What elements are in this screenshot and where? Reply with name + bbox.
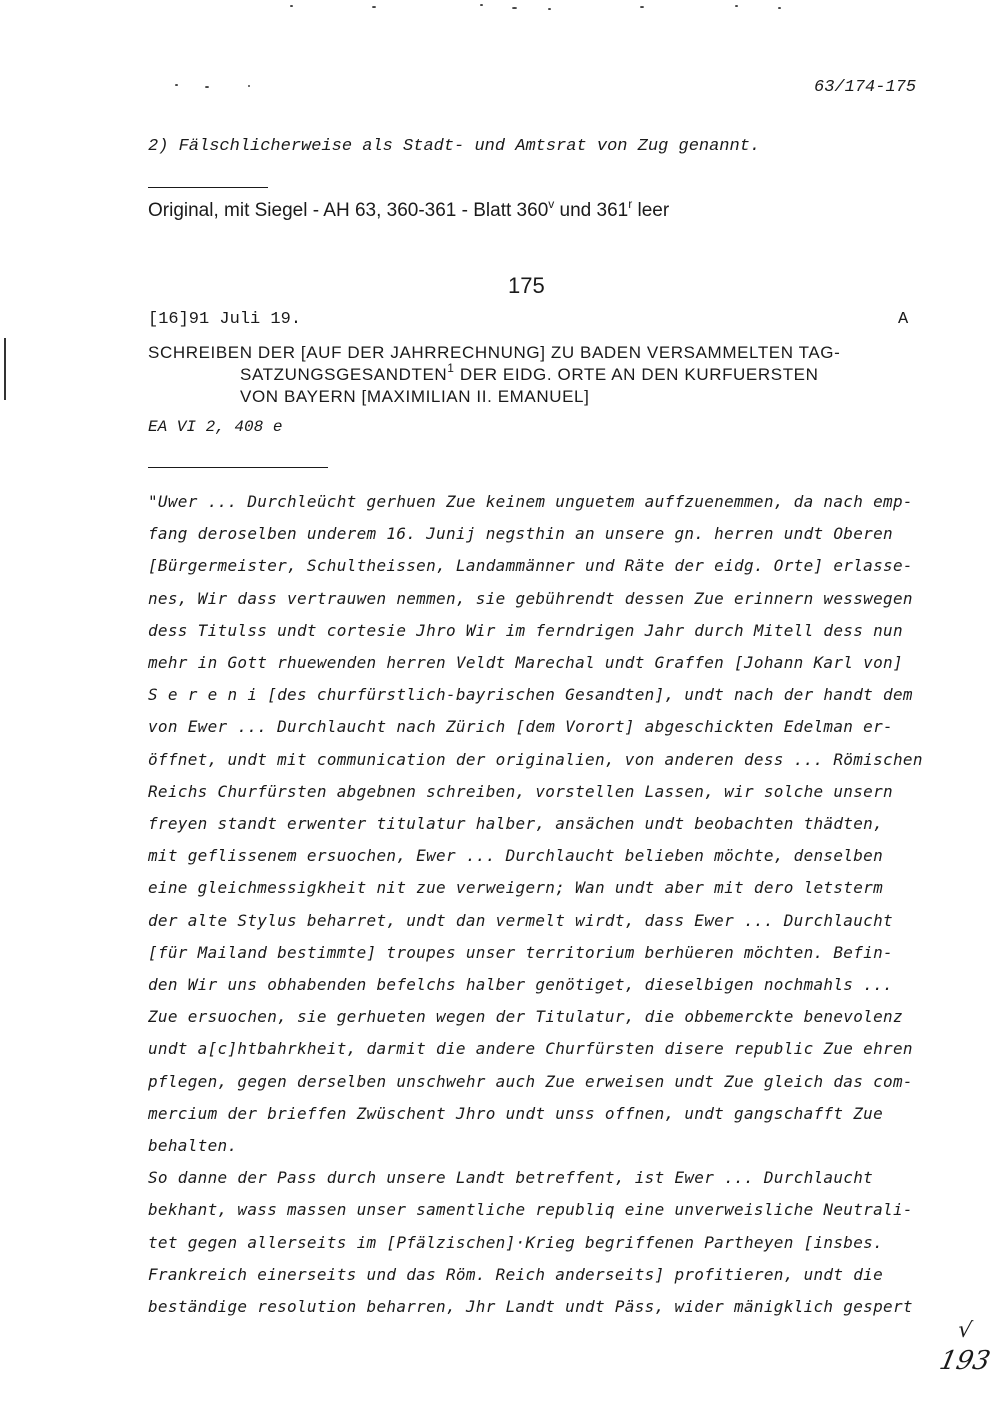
body-line: mit geflissenem ersuochen, Ewer ... Durchlaucht belieben möchte, denselben	[148, 846, 884, 865]
source-sup-recto: r	[628, 197, 633, 211]
body-line: eine gleichmessigkheit nit zue verweigern; Wan undt aber mit dero letsterm	[148, 878, 884, 897]
source-text-end: leer	[632, 200, 670, 221]
body-line: undt a[c]htbahrkheit, darmit die andere Churfürsten disere republic Zue ehren	[148, 1039, 913, 1058]
body-line: fang deroselben underem 16. Junij negsthin an unsere gn. herren undt Oberen	[148, 524, 893, 543]
entry-date: [16]91 Juli 19.	[148, 310, 302, 329]
body-line: mercium der brieffen Zwüschent Jhro undt unss offnen, undt gangschafft Zue	[148, 1104, 884, 1123]
body-line: S e r e n i [des churfürstlich-bayrischen Gesandten], undt nach der handt dem	[148, 685, 913, 704]
title-line: VON BAYERN [MAXIMILIAN II. EMANUEL]	[240, 387, 590, 406]
body-line: öffnet, undt mit communication der originalien, von anderen dess ... Römischen	[148, 750, 923, 769]
body-line: "Uwer ... Durchleücht gerhuen Zue keinem unguetem auffzuenemmen, da nach emp-	[148, 492, 913, 511]
body-line: [für Mailand bestimmte] troupes unser territorium berhüeren möchten. Befin-	[148, 943, 893, 962]
title-footnote-mark: 1	[447, 361, 455, 375]
body-line: bekhant, wass massen unser samentliche republiq eine unverweisliche Neutrali-	[148, 1200, 913, 1219]
body-line: Frankreich einerseits und das Röm. Reich anderseits] profitieren, undt die	[148, 1265, 884, 1284]
title-line: SCHREIBEN DER [AUF DER JAHRRECHNUNG] ZU BADEN VERSAMMELTEN TAG-	[148, 343, 841, 362]
body-line: tet gegen allerseits im [Pfälzischen]·Krieg begriffenen Partheyen [insbes.	[148, 1233, 884, 1252]
footnote: 2) Fälschlicherweise als Stadt- und Amtsrat von Zug genannt.	[148, 137, 761, 156]
edition-reference: EA VI 2, 408 e	[148, 418, 283, 436]
body-line: Reichs Churfürsten abgebnen schreiben, vorstellen Lassen, wir solche unsern	[148, 782, 893, 801]
body-line: mehr in Gott rhuewenden herren Veldt Marechal undt Graffen [Johann Karl von]	[148, 653, 903, 672]
source-sup-verso: v	[548, 197, 555, 211]
check-mark: √	[956, 1317, 974, 1344]
body-line: von Ewer ... Durchlaucht nach Zürich [dem Vorort] abgeschickten Edelman er-	[148, 717, 893, 736]
entry-title	[148, 342, 840, 408]
source-note	[148, 197, 670, 222]
body-line: behalten.	[148, 1136, 238, 1155]
page-reference: 63/174-175	[814, 78, 917, 97]
body-line: So danne der Pass durch unsere Landt betreffent, ist Ewer ... Durchlaucht	[148, 1168, 874, 1187]
entry-marker: A	[898, 310, 909, 329]
body-divider	[148, 467, 328, 468]
title-text: DER EIDG. ORTE AN DEN KURFUERSTEN	[454, 365, 819, 384]
body-line: pflegen, gegen derselben unschwehr auch Zue erweisen undt Zue gleich das com-	[148, 1072, 913, 1091]
body-line: den Wir uns obhabenden befelchs halber genötiget, dieselbigen nochmahls ...	[148, 975, 893, 994]
body-line: beständige resolution beharren, Jhr Landt undt Päss, wider mänigklich gespert	[148, 1297, 913, 1316]
source-text: Original, mit Siegel - AH 63, 360-361 - Blatt 360	[148, 200, 549, 221]
body-line: der alte Stylus beharret, undt dan vermelt wirdt, dass Ewer ... Durchlaucht	[148, 911, 893, 930]
binding-mark	[4, 338, 6, 400]
archive-page-number: 193	[936, 1346, 993, 1376]
body-line: dess Titulss undt cortesie Jhro Wir im ferndrigen Jahr durch Mitell dess nun	[148, 621, 903, 640]
title-text: SATZUNGSGESANDTEN	[240, 365, 448, 384]
footnote-divider	[148, 187, 268, 188]
entry-number: 175	[508, 273, 545, 298]
body-line: Zue ersuochen, sie gerhueten wegen der Titulatur, die obbemerckte benevolenz	[148, 1007, 903, 1026]
body-line: freyen standt erwenter titulatur halber, ansächen undt beobachten thädten,	[148, 814, 884, 833]
title-line	[148, 361, 840, 386]
body-line: [Bürgermeister, Schultheissen, Landammänner und Räte der eidg. Orte] erlasse-	[148, 556, 913, 575]
source-text-mid: und 361	[554, 200, 629, 221]
body-line: nes, Wir dass vertrauwen nemmen, sie gebührendt dessen Zue erinnern wesswegen	[148, 589, 913, 608]
